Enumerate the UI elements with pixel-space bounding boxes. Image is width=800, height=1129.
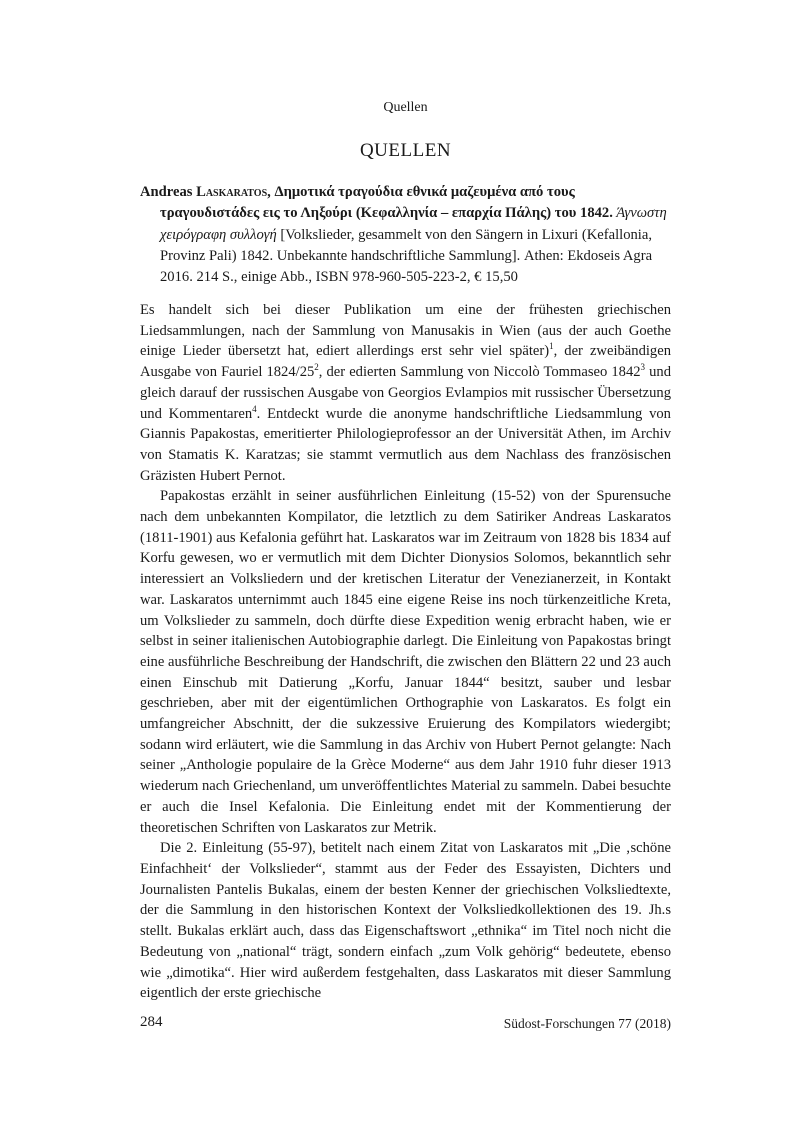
paragraph-2: Papakostas erzählt in seiner ausführlichen Einleitung (15-52) von der Spurensuche nach dem unbekannten Kompilator, die letztlich zu dem Satiriker Andreas Laskaratos (1811-1901) aus Kefalonia geführt hat. Laskaratos war im Zeitraum von 1828 bis 1834 auf Korfu gewesen, wo er vermutlich mit dem Dichter Dionysios Solomos, bekanntlich sehr interessiert an Volksliedern und der kretischen Literatur der Venezianerzeit, in Kontakt war. Laskaratos unternimmt auch 1845 eine eigene Reise ins noch türkenzeitliche Kreta, um Volkslieder zu sammeln, doch dürfte diese Expedition wenig erbracht haben, wie er selbst in seiner italienischen Autobiographie darlegt. Die Einleitung von Papakostas bringt eine ausführliche Beschreibung der Handschrift, die zwischen den Blättern 22 und 23 auch einen Einschub mit Datierung „Korfu, Januar 1844“ besitzt, sauber und lesbar geschrieben, aber mit der eigentümlichen Orthographie von Laskaratos. Es folgt ein umfangreicher Abschnitt, der die sukzessive Eruierung des Kompilators wiedergibt; sodann wird erläutert, wie die Sammlung in das Archiv von Hubert Pernot gelangte: Nach seiner „Anthologie populaire de la Grèce Moderne“ aus dem Jahr 1910 fuhr dieser 1913 wiederum nach Griechenland, um unveröffentlichtes Material zu sammeln. Dabei besuchte er auch die Insel Kefalonia. Die Einleitung endet mit der Kommentierung der theoretischen Schriften von Laskaratos zur Metrik. [140, 488, 671, 836]
journal-footer: Südost-Forschungen 77 (2018) [503, 1016, 671, 1031]
footnote-ref-1[interactable]: 1 [549, 341, 554, 352]
footnote-ref-2[interactable]: 2 [314, 362, 319, 373]
paragraph-1-part-a: Es handelt sich bei dieser Publikation um eine der frühesten griechischen Liedsammlungen, nach der Sammlung von Manusakis in Wien (aus der auch Goethe einige Lieder übersetzt hat, ediert allerdings erst sehr viel später) [140, 302, 671, 360]
footnote-ref-4[interactable]: 4 [252, 403, 257, 414]
paragraph-1-part-b: , der zweibändigen Ausgabe von Fauriel 1824/25 [140, 343, 672, 381]
author-first-name: Andreas [140, 184, 197, 200]
citation-separator: , [267, 184, 275, 200]
paragraph-1-part-d: und gleich darauf der russischen Ausgabe von Georgios Evlampios mit russischer Übersetzung und Kommentaren [140, 364, 671, 422]
paragraph-3: Die 2. Einleitung (55-97), betitelt nach einem Zitat von Laskaratos mit „Die ‚schöne Einfachheit‘ der Volkslieder“, stammt aus der Feder des Essayisten, Dichters und Journalisten Pantelis Bukalas, einem der besten Kenner der griechischen Volksliedtexte, der die Sammlung in den historischen Kontext der Volksliedkollektionen des 19. Jh.s stellt. Bukalas erklärt auch, dass das Eigenschaftswort „ethnika“ im Titel noch nicht die Bedeutung von „national“ trägt, sondern einfach „zum Volk gehörig“ bedeutete, ebenso wie „dimotika“. Hier wird außerdem festgehalten, dass Laskaratos mit dieser Sammlung eigentlich der erste griechische [140, 840, 671, 1002]
citation-greek-subtitle: Άγνωστη χειρόγραφη συλλογή [160, 205, 667, 243]
review-body [140, 300, 671, 1004]
paragraph-1-part-c: , der edierten Sammlung von Niccolò Tommaseo 1842 [318, 364, 641, 381]
section-title: QUELLEN [359, 140, 452, 161]
running-head: Quellen [383, 100, 428, 115]
footnote-ref-3[interactable]: 3 [640, 362, 646, 373]
paragraph-1-part-e: . Entdeckt wurde die anonyme handschriftliche Liedsammlung von Giannis Papakostas, emeritierter Philologieprofessor an der Universität Athen, im Archiv von Stamatis K. Karatzas; sie stammt vermutlich aus dem Nachlass des französischen Gräzisten Hubert Pernot. [140, 405, 671, 484]
author-last-name: Laskaratos [196, 184, 268, 200]
paragraph-1 [140, 300, 671, 486]
citation-details: [Volkslieder, gesammelt von den Sängern in Lixuri (Kefallonia, Provinz Pali) 1842. Unbekannte handschriftliche Sammlung]. Athen: Ekdoseis Agra 2016. 214 S., einige Abb., ISBN 978-960-505-223-2, € 15,50 [160, 226, 653, 286]
citation-entry [140, 182, 671, 288]
citation-greek-title: Δημοτικά τραγούδια εθνικά μαζευμένα από τους τραγουδιστάδες εις το Ληξούρι (Κεφαλληνία – επαρχία Πάλης) του 1842. [160, 184, 613, 222]
citation-author [140, 184, 267, 200]
document-page [140, 0, 671, 1129]
page-number: 284 [140, 1014, 163, 1030]
book-citation [140, 182, 671, 288]
